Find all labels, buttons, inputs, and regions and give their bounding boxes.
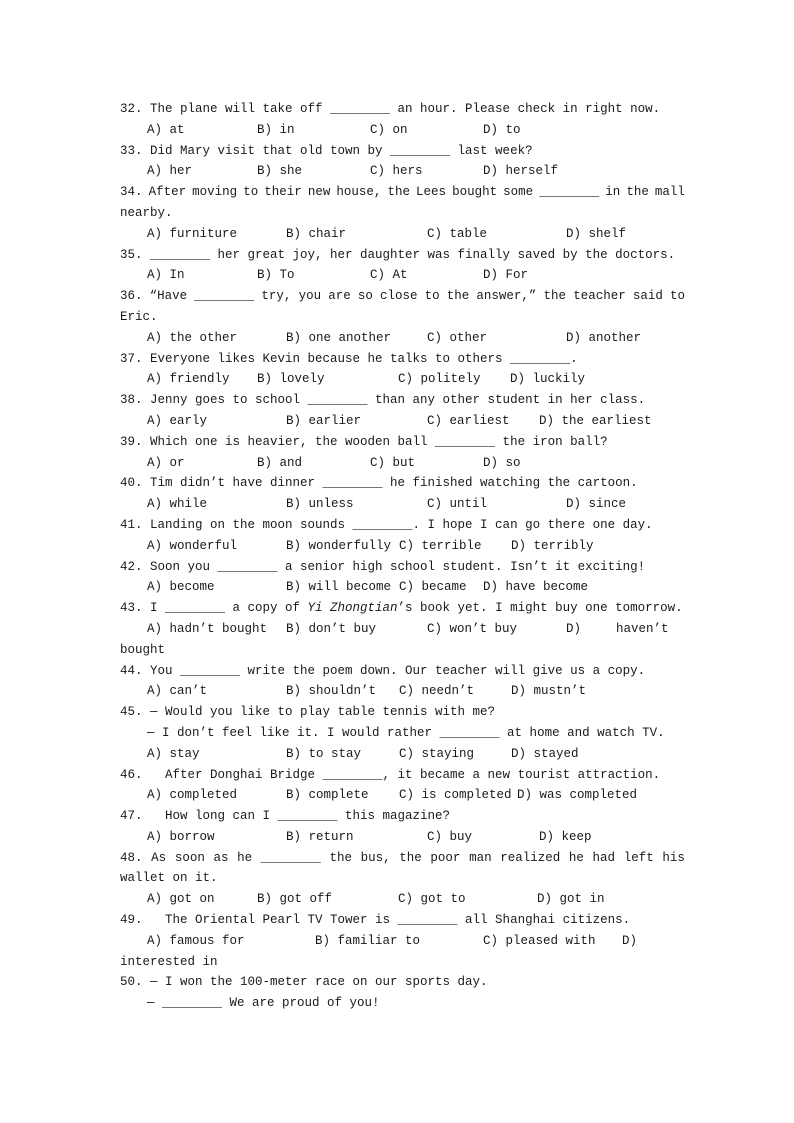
option: C) on: [370, 122, 408, 137]
stem-part: 43. I ________ a copy of: [120, 601, 308, 616]
option: A) borrow: [147, 829, 215, 844]
stem-part: ’s book yet. I might buy one tomorrow.: [397, 601, 683, 616]
answer-options: [120, 328, 685, 349]
option: A) her: [147, 164, 193, 179]
option: C) At: [370, 268, 408, 283]
question-stem: 49. The Oriental Pearl TV Tower is ________ all Shanghai citizens.: [120, 913, 631, 928]
stem-word: as: [213, 850, 229, 865]
question-stem-reply: — I don’t feel like it. I would rather ________ at home and watch TV.: [147, 725, 665, 740]
answer-options: [120, 411, 685, 432]
option: A) or: [147, 455, 185, 470]
option: D) have become: [483, 580, 589, 595]
option: D) another: [566, 330, 642, 345]
question-stem: 42. Soon you ________ a senior high school student. Isn’t it exciting!: [120, 559, 646, 574]
stem-word: the: [387, 185, 410, 200]
option: C) terrible: [399, 538, 482, 553]
stem-word: new: [307, 185, 331, 200]
question-stem: 46. After Donghai Bridge ________, it became a new tourist attraction.: [120, 767, 661, 782]
option: B) return: [286, 829, 354, 844]
stem-word: he: [568, 850, 584, 865]
option-wrap: bought: [120, 642, 166, 657]
stem-word: he: [237, 850, 253, 865]
option: A) completed: [147, 788, 238, 803]
stem-word: to: [669, 289, 685, 304]
option-continued: haven’t: [616, 621, 669, 636]
stem-word: man: [469, 850, 492, 865]
option: B) got off: [257, 892, 333, 907]
option: B) will become: [286, 580, 392, 595]
option: C) won’t buy: [427, 621, 518, 636]
stem-word: moving: [192, 185, 238, 200]
stem-word: ________: [260, 850, 321, 865]
stem-word: had: [592, 850, 616, 865]
option: A) while: [147, 497, 208, 512]
option: B) wonderfully: [286, 538, 392, 553]
question-stem: 41. Landing on the moon sounds ________. I hope I can go there one day.: [120, 517, 653, 532]
question-stem-continued: nearby.: [120, 205, 173, 220]
answer-options: [120, 536, 685, 557]
answer-options: [120, 577, 685, 598]
option: D) mustn’t: [511, 684, 587, 699]
answer-options: [120, 827, 685, 848]
question-stem: 45. — Would you like to play table tennis with me?: [120, 705, 496, 720]
stem-word: the: [626, 185, 649, 200]
answer-options: [120, 369, 685, 390]
option: D) to: [483, 122, 521, 137]
question-stem: [120, 286, 685, 307]
stem-word: to: [243, 185, 259, 200]
option: B) one another: [286, 330, 392, 345]
stem-word: ________: [539, 185, 600, 200]
question-stem: 38. Jenny goes to school ________ than any other student in her class.: [120, 393, 646, 408]
book-title: Yi Zhongtian: [307, 601, 398, 616]
question-stem-reply: — ________ We are proud of you!: [147, 996, 380, 1011]
option: C) hers: [370, 164, 423, 179]
question-stem: 32. The plane will take off ________ an hour. Please check in right now.: [120, 102, 661, 116]
option: C) got to: [398, 892, 466, 907]
option: A) furniture: [147, 226, 238, 241]
option: D) was completed: [517, 788, 638, 803]
question-stem: 47. How long can I ________ this magazine?: [120, 809, 451, 824]
option: B) shouldn’t: [286, 684, 377, 699]
stem-word: you: [298, 289, 322, 304]
answer-options: [120, 931, 685, 952]
option: B) To: [257, 268, 295, 283]
option: A) got on: [147, 892, 215, 907]
answer-options: [120, 224, 685, 245]
option: A) wonderful: [147, 538, 238, 553]
stem-word: 48.: [120, 850, 143, 865]
option: C) table: [427, 226, 488, 241]
option: B) earlier: [286, 413, 362, 428]
option: B) in: [257, 122, 295, 137]
answer-options: [120, 494, 685, 515]
stem-word: As: [151, 850, 167, 865]
option: B) lovely: [257, 372, 325, 387]
option: B) complete: [286, 788, 369, 803]
option: D) herself: [483, 164, 559, 179]
stem-word: ________: [194, 289, 255, 304]
stem-word: the: [329, 850, 352, 865]
option: B) familiar to: [315, 933, 421, 948]
option: A) stay: [147, 746, 200, 761]
option: C) is completed: [399, 788, 512, 803]
option: B) don’t buy: [286, 621, 377, 636]
answer-options: [120, 265, 685, 286]
question-stem: 33. Did Mary visit that old town by ________ last week?: [120, 143, 533, 158]
stem-word: teacher: [573, 289, 626, 304]
option: C) politely: [398, 372, 481, 387]
option: C) other: [427, 330, 488, 345]
answer-options: [120, 889, 685, 910]
stem-word: his: [662, 850, 685, 865]
stem-word: answer,”: [476, 289, 537, 304]
option: A) In: [147, 268, 185, 283]
option: C) but: [370, 455, 416, 470]
question-stem-continued: Eric.: [120, 309, 158, 324]
stem-word: some: [503, 185, 534, 200]
answer-options: [120, 453, 685, 474]
stem-word: the: [543, 289, 567, 304]
option: D) so: [483, 455, 521, 470]
question-stem: 44. You ________ write the poem down. Our teacher will give us a copy.: [120, 663, 646, 678]
question-stem-continued: wallet on it.: [120, 871, 218, 886]
question-stem: 35. ________ her great joy, her daughter was finally saved by the doctors.: [120, 247, 676, 262]
option: C) earliest: [427, 413, 510, 428]
question-stem: [120, 598, 685, 619]
option: A) at: [147, 122, 185, 137]
answer-options: [120, 744, 685, 765]
answer-options: [120, 619, 685, 640]
option: D) luckily: [510, 372, 586, 387]
stem-word: poor: [430, 850, 461, 865]
option: A) the other: [147, 330, 238, 345]
stem-word: close: [379, 289, 418, 304]
stem-word: 34.: [120, 185, 143, 200]
question-stem: [120, 182, 685, 203]
option: D) stayed: [511, 746, 579, 761]
stem-word: Lees: [416, 185, 447, 200]
stem-word: After: [148, 185, 187, 200]
option: D) got in: [537, 892, 605, 907]
stem-word: house,: [336, 185, 382, 200]
option-wrap: interested in: [120, 954, 218, 969]
option: C) until: [427, 497, 488, 512]
answer-options: [120, 120, 685, 141]
answer-options: [120, 785, 685, 806]
stem-word: bought: [452, 185, 498, 200]
option: A) early: [147, 413, 208, 428]
option: D): [622, 933, 638, 948]
stem-word: left: [623, 850, 654, 865]
question-stem: 50. — I won the 100-meter race on our sports day.: [120, 975, 488, 990]
stem-word: soon: [174, 850, 205, 865]
option: B) chair: [286, 226, 347, 241]
answer-options: [120, 681, 685, 702]
option: D) the earliest: [539, 413, 652, 428]
option: D) shelf: [566, 226, 627, 241]
stem-word: their: [264, 185, 302, 200]
option: A) friendly: [147, 372, 230, 387]
answer-options: [120, 161, 685, 182]
stem-word: realized: [500, 850, 561, 865]
option: D) since: [566, 497, 627, 512]
option: C) pleased with: [483, 933, 596, 948]
stem-word: mall: [654, 185, 685, 200]
stem-word: so: [357, 289, 373, 304]
question-stem: 39. Which one is heavier, the wooden ball ________ the iron ball?: [120, 434, 608, 449]
stem-word: are: [328, 289, 351, 304]
option: A) hadn’t bought: [147, 621, 268, 636]
exam-page: [120, 99, 685, 1014]
stem-word: to: [424, 289, 440, 304]
option: C) became: [399, 580, 467, 595]
option: A) become: [147, 580, 215, 595]
option: C) needn’t: [399, 684, 475, 699]
stem-word: bus,: [360, 850, 391, 865]
option: C) buy: [427, 829, 473, 844]
option: B) and: [257, 455, 303, 470]
option: D) For: [483, 268, 529, 283]
option: A) can’t: [147, 684, 208, 699]
stem-word: said: [632, 289, 663, 304]
stem-word: the: [399, 850, 422, 865]
question-stem: [120, 848, 685, 869]
option: A) famous for: [147, 933, 245, 948]
option: C) staying: [399, 746, 475, 761]
option: D) terribly: [511, 538, 594, 553]
option: D): [566, 621, 582, 636]
question-stem: 37. Everyone likes Kevin because he talks to others ________.: [120, 351, 578, 366]
option: B) she: [257, 164, 303, 179]
stem-word: try,: [261, 289, 292, 304]
question-stem: 40. Tim didn’t have dinner ________ he finished watching the cartoon.: [120, 476, 638, 491]
option: D) keep: [539, 829, 592, 844]
stem-word: the: [446, 289, 470, 304]
stem-word: 36.: [120, 289, 143, 304]
stem-word: in: [605, 185, 621, 200]
stem-word: “Have: [149, 289, 188, 304]
option: B) to stay: [286, 746, 362, 761]
option: B) unless: [286, 497, 354, 512]
